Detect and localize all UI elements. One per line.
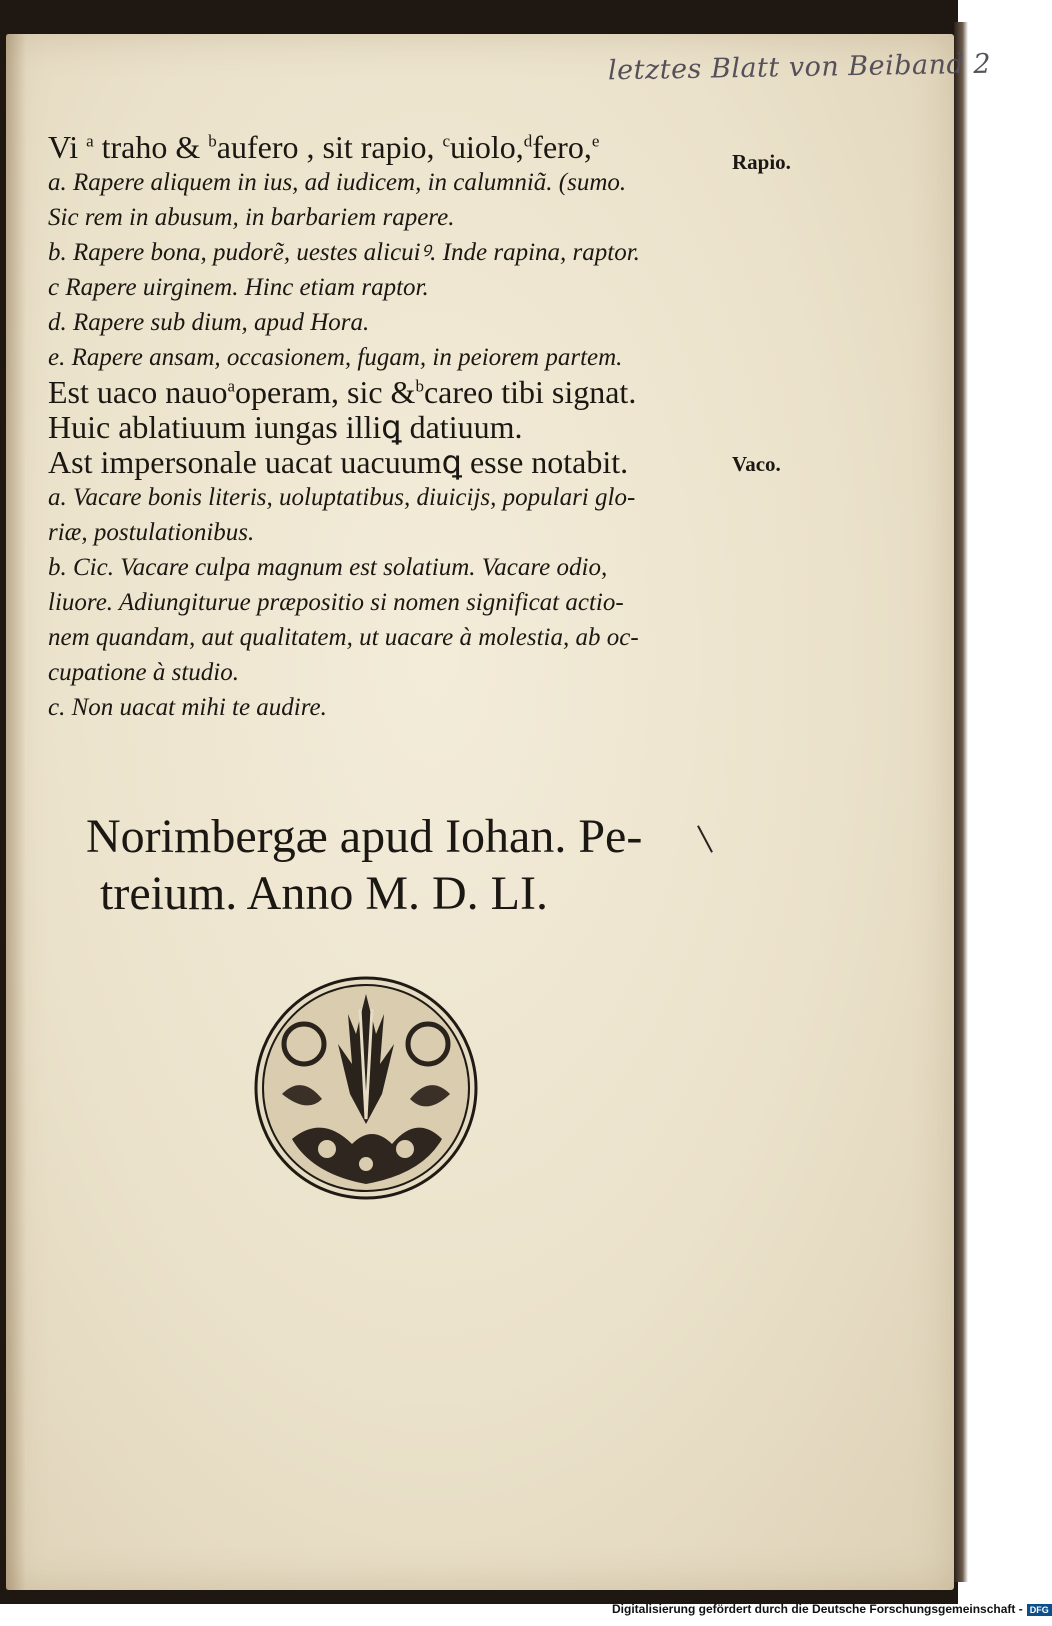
- gloss-line: cupatione à studio.: [48, 659, 239, 686]
- verse-word: traho &: [101, 129, 201, 165]
- footnote-ref: e: [591, 131, 600, 151]
- verse-line: Huic ablatiuum iungas illiꝗ datiuum.: [48, 409, 523, 445]
- footnote-ref: a: [227, 376, 236, 396]
- colophon-line: Norimbergæ apud Iohan. Pe-: [86, 810, 643, 863]
- footnote-ref: b: [415, 376, 424, 396]
- gloss-line: liuore. Adiungiturue præpositio si nomen significat actio-: [48, 589, 624, 616]
- colophon: [86, 808, 642, 922]
- gloss-line: c Rapere uirginem. Hinc etiam raptor.: [48, 274, 429, 301]
- gloss-line: nem quandam, aut qualitatem, ut uacare à molestia, ab oc-: [48, 624, 639, 651]
- page-text: [48, 130, 748, 725]
- gloss-line: a. Vacare bonis literis, uoluptatibus, diuicijs, populari glo-: [48, 484, 636, 511]
- gloss-line: riæ, postulationibus.: [48, 519, 255, 546]
- verse-word: fero,: [532, 129, 592, 165]
- verse-word: operam, sic &: [235, 374, 416, 410]
- gloss-line: c. Non uacat mihi te audire.: [48, 694, 327, 721]
- verse-word: Vi: [48, 129, 79, 165]
- gloss-line: Sic rem in abusum, in barbariem rapere.: [48, 204, 455, 231]
- verse-line: Ast impersonale uacat uacuumꝗ esse notabit.: [48, 444, 629, 480]
- page-gutter-shadow: [6, 34, 26, 1590]
- verse-rapio: [48, 130, 748, 165]
- dfg-badge: DFG: [1027, 1604, 1052, 1616]
- gloss-line: e. Rapere ansam, occasionem, fugam, in peiorem partem.: [48, 344, 623, 371]
- printer-device-icon: [252, 974, 480, 1202]
- footer-credit: [612, 1602, 1052, 1616]
- gloss-line: b. Rapere bona, pudorẽ, uestes alicuiꝰ. Inde rapina, raptor.: [48, 239, 640, 266]
- footnote-ref: c: [442, 131, 451, 151]
- page-edge: [954, 22, 968, 1582]
- verse-vaco: [48, 375, 748, 410]
- margin-note-vaco: Vaco.: [732, 452, 781, 476]
- gloss-line: b. Cic. Vacare culpa magnum est solatium. Vacare odio,: [48, 554, 608, 581]
- colophon-line: treium. Anno M. D. LI.: [100, 867, 548, 920]
- footnote-ref: d: [523, 131, 533, 151]
- verse-word: aufero , sit rapio,: [216, 129, 435, 165]
- gloss-line: d. Rapere sub dium, apud Hora.: [48, 309, 370, 336]
- gloss-line: a. Rapere aliquem in ius, ad iudicem, in calumniã. (sumo.: [48, 169, 627, 196]
- handwritten-annotation: letztes Blatt von Beiband 2: [607, 48, 992, 87]
- footnote-ref: a: [86, 131, 94, 151]
- footnote-ref: b: [208, 131, 217, 151]
- footer-text: Digitalisierung gefördert durch die Deutsche Forschungsgemeinschaft -: [612, 1602, 1023, 1616]
- verse-word: Est uaco nauo: [48, 374, 228, 410]
- verse-word: careo tibi signat.: [423, 374, 637, 410]
- verse-word: uiolo,: [450, 129, 524, 165]
- margin-note-rapio: Rapio.: [732, 150, 791, 174]
